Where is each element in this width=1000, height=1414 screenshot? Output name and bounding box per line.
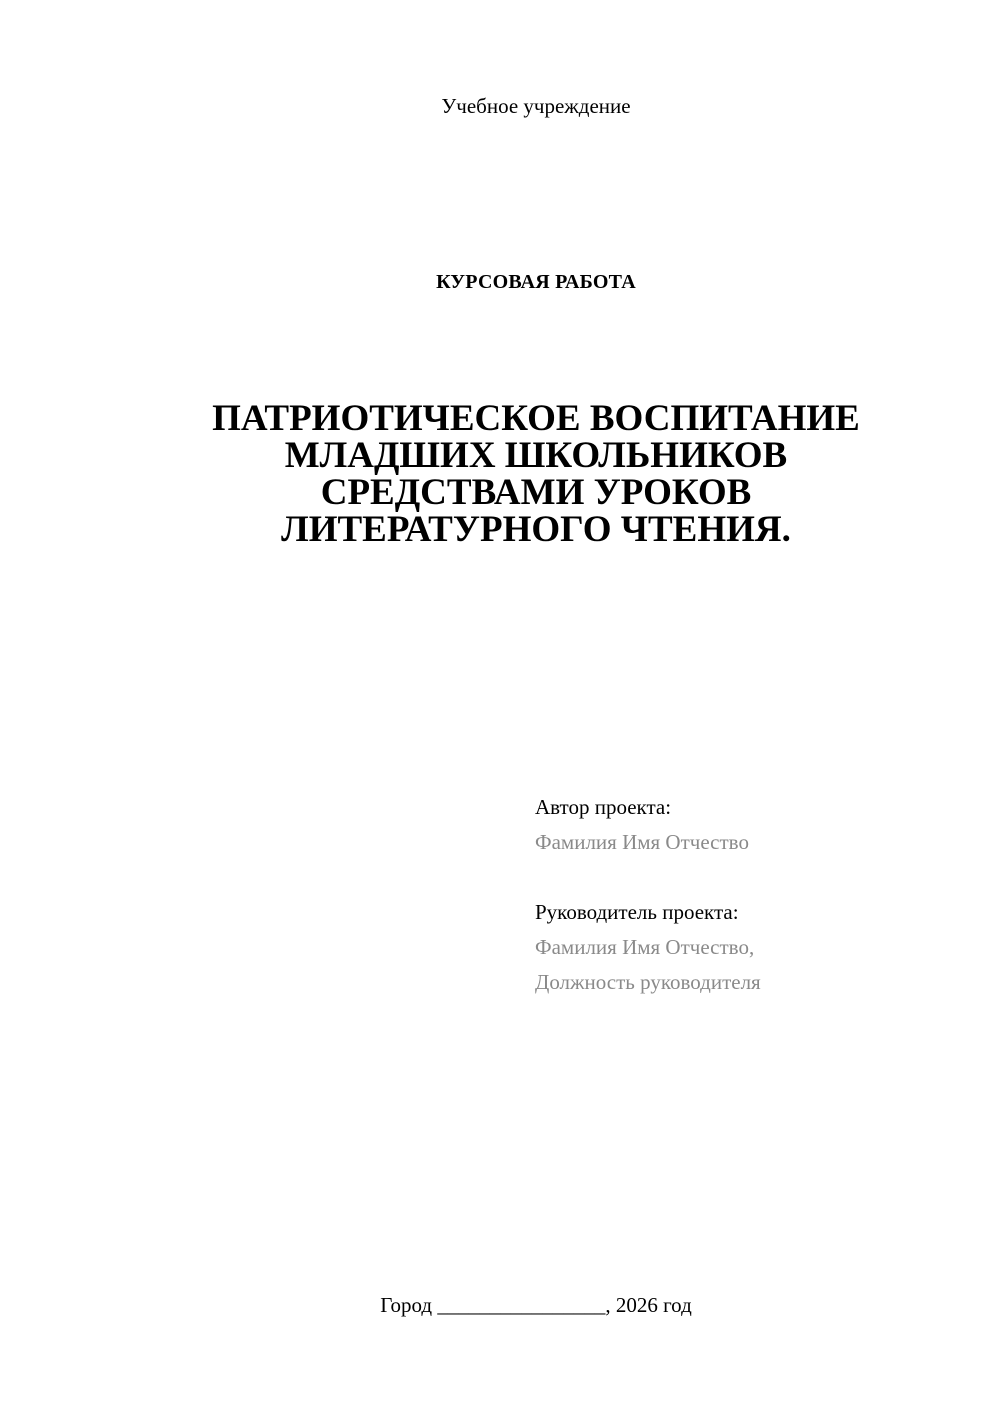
work-type-heading: КУРСОВАЯ РАБОТА [436, 271, 636, 293]
title-line: МЛАДШИХ ШКОЛЬНИКОВ [284, 435, 788, 476]
city-year-line: Город ________________, 2026 год [380, 1293, 692, 1317]
title-line: ПАТРИОТИЧЕСКОЕ ВОСПИТАНИЕ [212, 398, 860, 439]
supervisor-position-placeholder: Должность руководителя [535, 970, 761, 994]
supervisor-name-placeholder: Фамилия Имя Отчество, [535, 935, 755, 959]
author-label: Автор проекта: [535, 795, 672, 819]
author-name-placeholder: Фамилия Имя Отчество [535, 830, 749, 854]
block-spacer [535, 860, 975, 895]
document-title [0, 400, 1000, 548]
title-line: ЛИТЕРАТУРНОГО ЧТЕНИЯ. [281, 509, 791, 550]
title-line: СРЕДСТВАМИ УРОКОВ [320, 472, 752, 513]
supervisor-label: Руководитель проекта: [535, 900, 739, 924]
authorship-block [535, 790, 975, 1000]
institution-name: Учебное учреждение [441, 94, 631, 118]
